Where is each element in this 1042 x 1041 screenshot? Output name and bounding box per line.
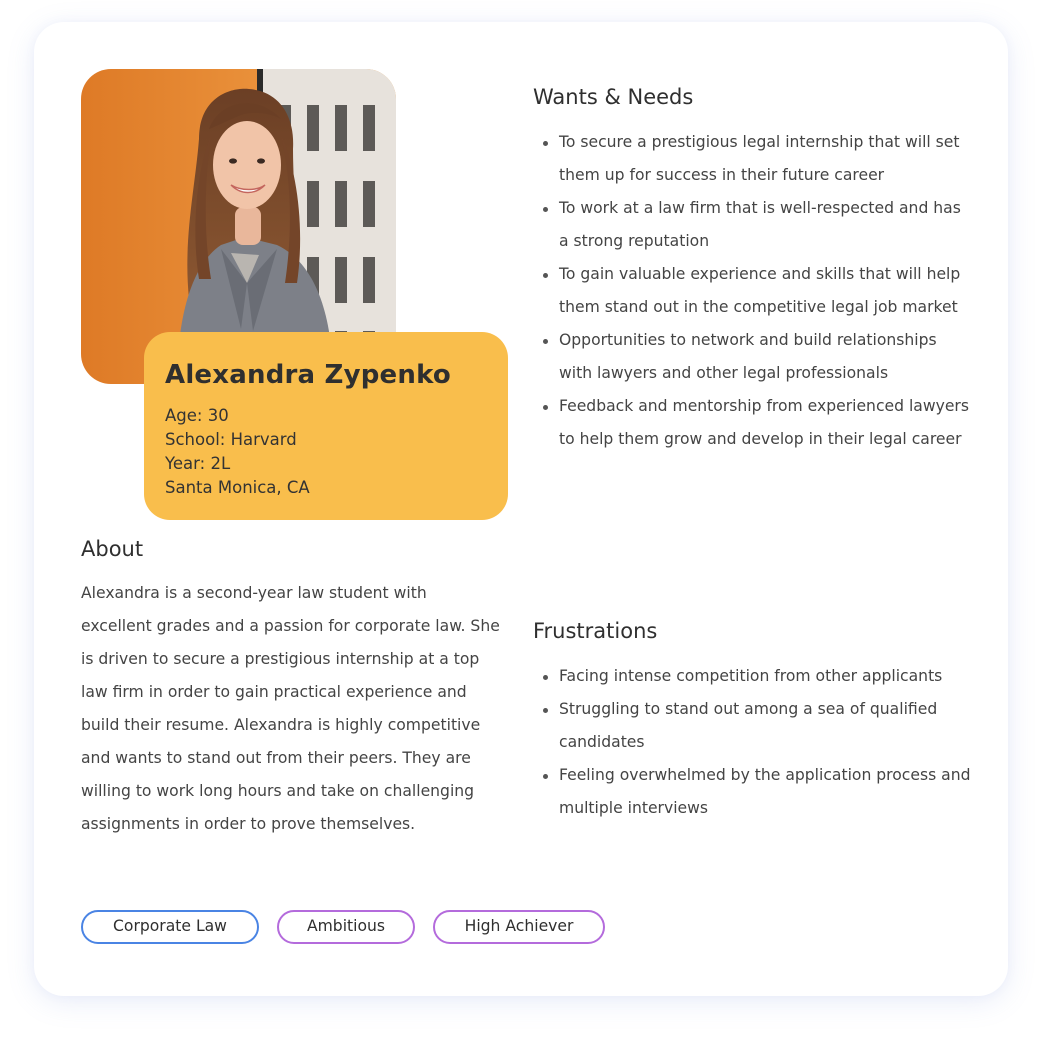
frustrations-heading: Frustrations <box>533 619 658 643</box>
list-item: To secure a prestigious legal internship that will set them up for success in their future career <box>533 126 973 192</box>
identity-card <box>144 332 508 520</box>
list-item: Facing intense competition from other applicants <box>533 660 973 693</box>
persona-age: Age: 30 <box>165 406 229 425</box>
list-item: Feeling overwhelmed by the application process and multiple interviews <box>533 759 973 825</box>
list-item: Feedback and mentorship from experienced lawyers to help them grow and develop in their legal career <box>533 390 973 456</box>
list-item: To gain valuable experience and skills that will help them stand out in the competitive legal job market <box>533 258 973 324</box>
persona-name: Alexandra Zypenko <box>165 360 451 390</box>
about-text: Alexandra is a second-year law student with excellent grades and a passion for corporate law. She is driven to secure a prestigious internship at a top law firm in order to gain practical experience and build their resume. Alexandra is highly competitive and wants to stand out from their peers. They are willing to work long hours and take on challenging assignments in order to prove themselves. <box>81 584 500 833</box>
list-item: Struggling to stand out among a sea of qualified candidates <box>533 693 973 759</box>
wants-needs-list <box>533 126 973 456</box>
wants-needs-heading: Wants & Needs <box>533 85 694 109</box>
tag-high-achiever: High Achiever <box>433 910 605 944</box>
persona-location: Santa Monica, CA <box>165 478 310 497</box>
list-item: To work at a law firm that is well-respected and has a strong reputation <box>533 192 973 258</box>
tag-ambitious: Ambitious <box>277 910 415 944</box>
persona-year: Year: 2L <box>165 454 231 473</box>
frustrations-list <box>533 660 973 825</box>
about-heading: About <box>81 537 144 561</box>
persona-school: School: Harvard <box>165 430 297 449</box>
list-item: Opportunities to network and build relationships with lawyers and other legal professionals <box>533 324 973 390</box>
tag-corporate-law: Corporate Law <box>81 910 259 944</box>
persona-card <box>34 22 1008 996</box>
